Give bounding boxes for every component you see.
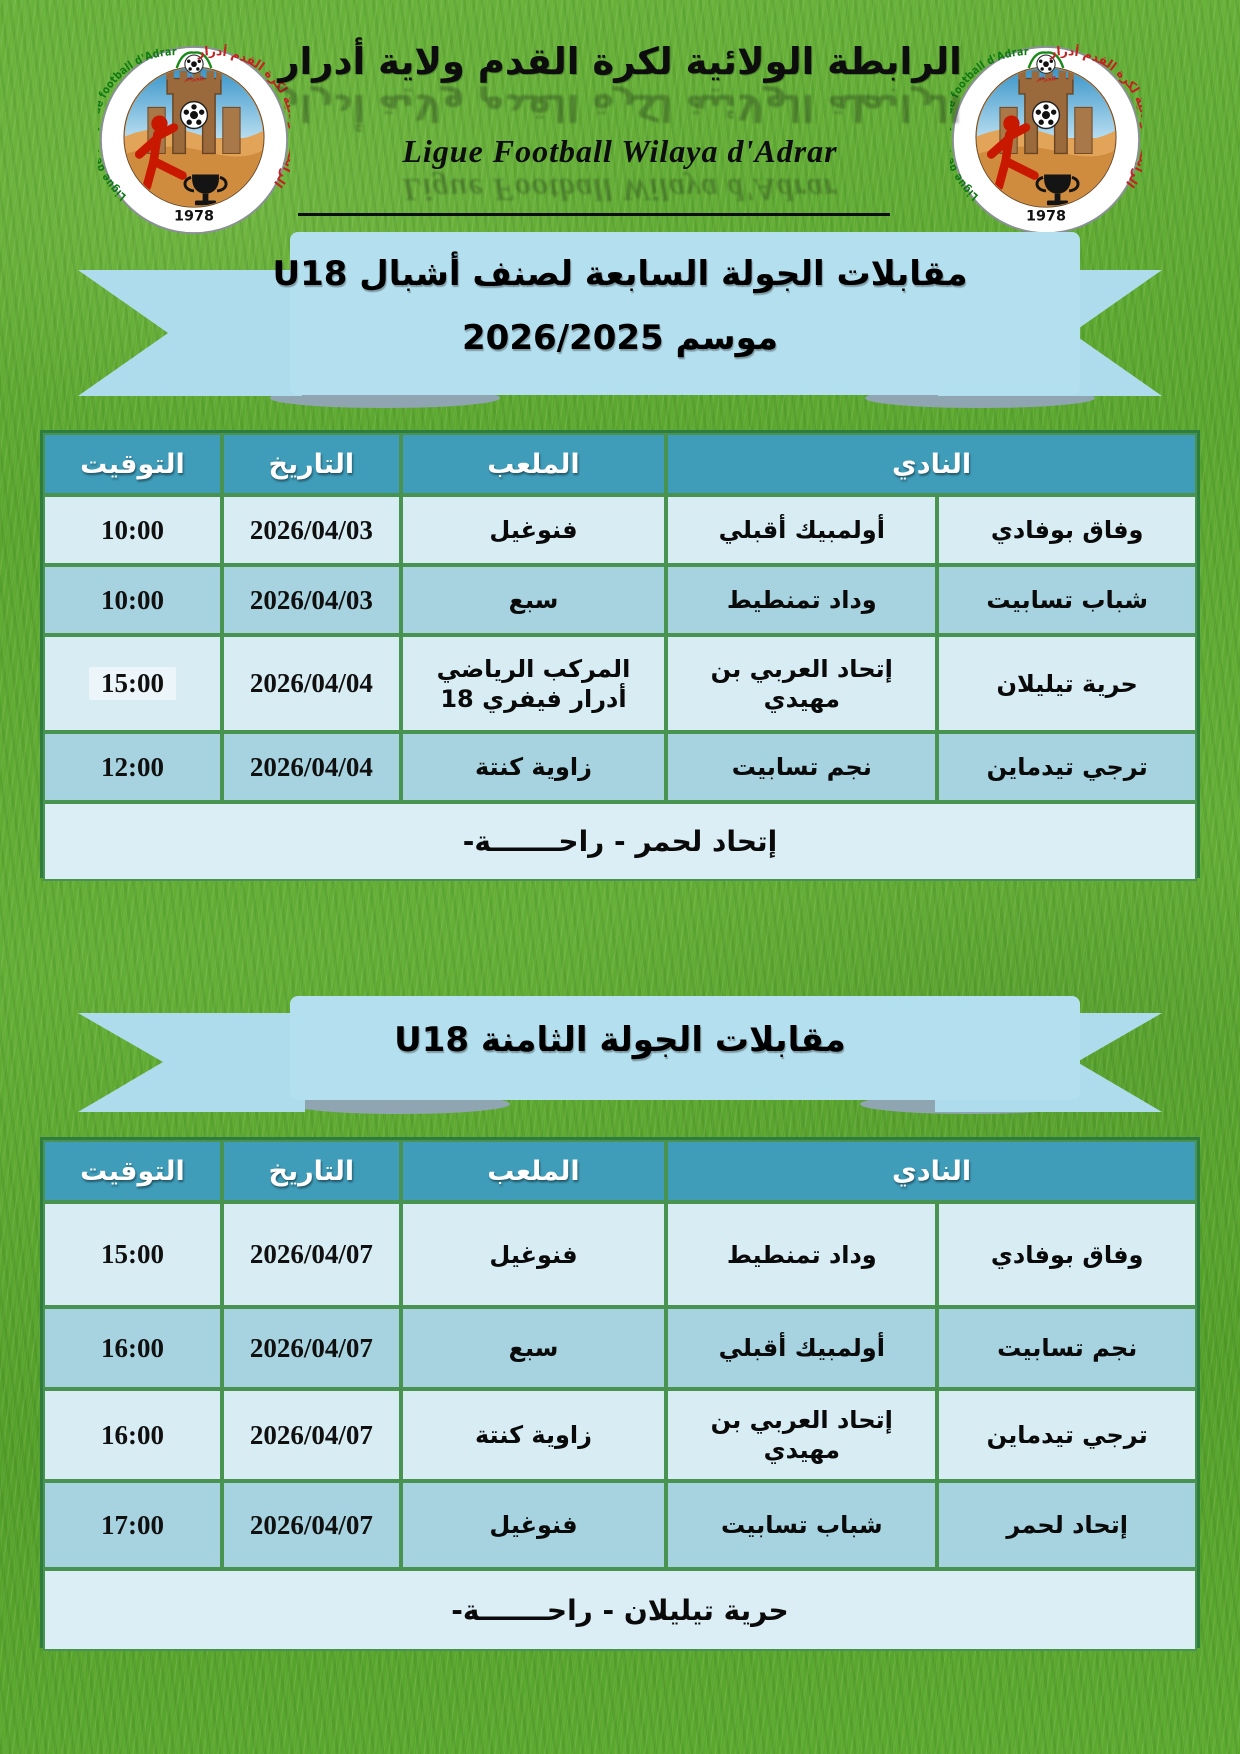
time-value: 16:00 — [100, 1332, 164, 1363]
rest-note: إتحاد لحمر - راحـــــــة- — [43, 802, 1197, 881]
time-value: 10:00 — [100, 514, 164, 545]
round7-banner — [65, 228, 1175, 416]
table-header-row — [43, 1140, 1197, 1202]
home-club-cell: حرية تيليلان — [937, 635, 1197, 732]
match-row — [43, 1307, 1197, 1389]
date-value: 2026/04/04 — [249, 668, 373, 698]
date-cell — [222, 1389, 401, 1481]
rest-note: حرية تيليلان - راحـــــــة- — [43, 1569, 1197, 1651]
home-club-cell: وفاق بوفادي — [937, 495, 1197, 565]
column-header-venue: الملعب — [401, 1140, 666, 1202]
date-cell — [222, 1481, 401, 1569]
date-cell — [222, 1307, 401, 1389]
date-cell — [222, 495, 401, 565]
match-row — [43, 635, 1197, 732]
away-club-cell: أولمبيك أقبلي — [666, 1307, 937, 1389]
venue-line: المركب الرياضي — [436, 654, 631, 683]
home-club-cell: إتحاد لحمر — [937, 1481, 1197, 1569]
time-value: 16:00 — [100, 1419, 164, 1450]
time-value: 15:00 — [100, 1239, 164, 1269]
rest-row — [43, 802, 1197, 881]
venue-line: فنوغيل — [489, 516, 578, 544]
away-club-cell: أولمبيك أقبلي — [666, 495, 937, 565]
season-label: موسم 2026/2025 — [462, 318, 778, 358]
date-value: 2026/04/07 — [249, 1332, 373, 1363]
time-value: 10:00 — [100, 584, 164, 615]
date-value: 2026/04/07 — [249, 1419, 373, 1450]
date-cell — [222, 635, 401, 732]
round7-schedule-table — [40, 430, 1200, 878]
table-header-row — [43, 433, 1197, 495]
header-title-arabic: الرابطة الولائية لكرة القدم ولاية أدرار — [278, 40, 962, 83]
venue-cell — [401, 1389, 666, 1481]
away-club-cell: وداد تمنطيط — [666, 1202, 937, 1307]
time-cell — [43, 1389, 222, 1481]
home-club-cell: شباب تسابيت — [937, 565, 1197, 635]
rest-row — [43, 1569, 1197, 1651]
match-row — [43, 732, 1197, 802]
time-value: 12:00 — [100, 751, 164, 782]
match-row — [43, 565, 1197, 635]
venue-line: زاوية كنتة — [474, 753, 592, 781]
date-cell — [222, 732, 401, 802]
venue-cell — [401, 1481, 666, 1569]
round8-banner-title: مقابلات الجولة الثامنة U18 — [394, 1020, 846, 1060]
away-club-cell: نجم تسابيت — [666, 732, 937, 802]
venue-line: فنوغيل — [489, 1240, 578, 1269]
venue-cell — [401, 732, 666, 802]
venue-line: فنوغيل — [489, 1511, 578, 1539]
time-value: 15:00 — [89, 667, 176, 700]
time-cell — [43, 1481, 222, 1569]
home-club-cell: نجم تسابيت — [937, 1307, 1197, 1389]
date-cell — [222, 565, 401, 635]
header-title-arabic-reflection: الرابطة الولائية لكرة القدم ولاية أدرار — [278, 86, 962, 129]
time-cell — [43, 732, 222, 802]
header-underline — [298, 213, 890, 216]
venue-cell — [401, 635, 666, 732]
column-header-date: التاريخ — [222, 433, 401, 495]
date-value: 2026/04/03 — [249, 514, 373, 545]
date-value: 2026/04/07 — [249, 1509, 373, 1540]
date-value: 2026/04/07 — [249, 1239, 373, 1269]
away-club-cell: إتحاد العربي بن مهيدي — [666, 635, 937, 732]
venue-cell — [401, 1307, 666, 1389]
away-club-cell: إتحاد العربي بن مهيدي — [666, 1389, 937, 1481]
venue-cell — [401, 495, 666, 565]
date-value: 2026/04/04 — [249, 751, 373, 782]
venue-line: سبع — [508, 1334, 559, 1362]
column-header-date: التاريخ — [222, 1140, 401, 1202]
home-club-cell: ترجي تيدماين — [937, 1389, 1197, 1481]
header-title-french-reflection: Ligue Football Wilaya d'Adrar — [402, 172, 838, 208]
venue-cell — [401, 565, 666, 635]
round8-schedule-table — [40, 1137, 1200, 1648]
time-cell — [43, 565, 222, 635]
column-header-club: النادي — [666, 433, 1197, 495]
match-row — [43, 1481, 1197, 1569]
column-header-time: التوقيت — [43, 433, 222, 495]
venue-line: سبع — [508, 586, 559, 614]
date-value: 2026/04/03 — [249, 584, 373, 615]
date-cell — [222, 1202, 401, 1307]
time-cell — [43, 495, 222, 565]
column-header-club: النادي — [666, 1140, 1197, 1202]
round8-banner-ribbon — [65, 990, 1175, 1140]
away-club-cell: وداد تمنطيط — [666, 565, 937, 635]
header-title-french: Ligue Football Wilaya d'Adrar — [402, 133, 838, 169]
venue-line: زاوية كنتة — [474, 1421, 592, 1449]
column-header-time: التوقيت — [43, 1140, 222, 1202]
round8-banner — [65, 990, 1175, 1140]
time-value: 17:00 — [100, 1509, 164, 1540]
venue-cell — [401, 1202, 666, 1307]
round7-banner-title: مقابلات الجولة السابعة لصنف أشبال U18 — [272, 254, 968, 294]
away-club-cell: شباب تسابيت — [666, 1481, 937, 1569]
match-row — [43, 495, 1197, 565]
venue-line: أدرار فيفري 18 — [440, 684, 627, 713]
time-cell — [43, 1202, 222, 1307]
home-club-cell: وفاق بوفادي — [937, 1202, 1197, 1307]
time-cell — [43, 635, 222, 732]
time-cell — [43, 1307, 222, 1389]
home-club-cell: ترجي تيدماين — [937, 732, 1197, 802]
column-header-venue: الملعب — [401, 433, 666, 495]
match-row — [43, 1389, 1197, 1481]
match-row — [43, 1202, 1197, 1307]
